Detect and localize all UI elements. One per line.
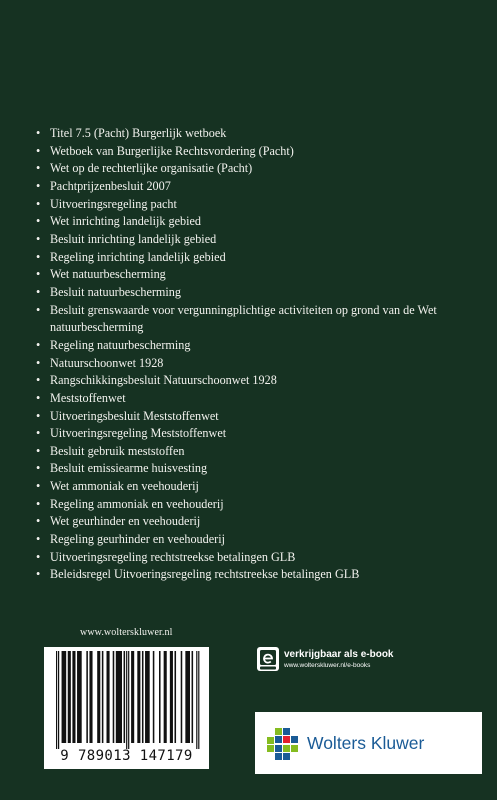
contents-item	[34, 566, 474, 584]
contents-item	[34, 284, 474, 302]
contents-item-label: Besluit gebruik meststoffen	[50, 443, 185, 458]
bullet-icon: •	[36, 390, 41, 405]
contents-item	[34, 266, 474, 284]
contents-list	[34, 125, 474, 584]
e-book-url: www.wolterskluwer.nl/e-books	[284, 662, 371, 669]
bullet-icon: •	[36, 443, 41, 458]
contents-item-label: Regeling inrichting landelijk gebied	[50, 249, 226, 264]
contents-item	[34, 249, 474, 267]
contents-item	[34, 478, 474, 496]
bullet-icon: •	[36, 426, 41, 441]
contents-item-label: Uitvoeringsbesluit Meststoffenwet	[50, 408, 219, 423]
contents-item-label: Rangschikkingsbesluit Natuurschoonwet 1928	[50, 373, 277, 388]
contents-item	[34, 178, 474, 196]
bullet-icon: •	[36, 337, 41, 352]
bullet-icon: •	[36, 231, 41, 246]
contents-item	[34, 337, 474, 355]
contents-item	[34, 160, 474, 178]
e-book-title: verkrijgbaar als e-book	[284, 649, 394, 660]
contents-item	[34, 302, 474, 337]
wolters-kluwer-logo-icon	[267, 728, 299, 760]
bullet-icon: •	[36, 549, 41, 564]
contents-item-label: Regeling natuurbescherming	[50, 337, 191, 352]
contents-item-label: Besluit emissiearme huisvesting	[50, 461, 208, 476]
contents-item-label: Wet natuurbescherming	[50, 267, 166, 282]
contents-item	[34, 372, 474, 390]
contents-item-label: Beleidsregel Uitvoeringsregeling rechtstreekse betalingen GLB	[50, 567, 360, 582]
bullet-icon: •	[36, 479, 41, 494]
contents-item-label: Besluit inrichting landelijk gebied	[50, 231, 217, 246]
contents-item-label: Besluit natuurbescherming	[50, 284, 181, 299]
contents-item-label: Wet op de rechterlijke organisatie (Pacht)	[50, 161, 253, 176]
contents-item	[34, 355, 474, 373]
contents-item-label: Natuurschoonwet 1928	[50, 355, 164, 370]
contents-item	[34, 125, 474, 143]
bullet-icon: •	[36, 532, 41, 547]
contents-item	[34, 143, 474, 161]
contents-item	[34, 425, 474, 443]
bullet-icon: •	[36, 214, 41, 229]
bullet-icon: •	[36, 161, 41, 176]
bullet-icon: •	[36, 196, 41, 211]
contents-item	[34, 213, 474, 231]
contents-item	[34, 496, 474, 514]
bullet-icon: •	[36, 496, 41, 511]
contents-item-label: Wet ammoniak en veehouderij	[50, 479, 199, 494]
contents-item-label: Regeling ammoniak en veehouderij	[50, 496, 224, 511]
bullet-icon: •	[36, 373, 41, 388]
bullet-icon: •	[36, 178, 41, 193]
contents-item-label: Uitvoeringsregeling pacht	[50, 196, 177, 211]
bullet-icon: •	[36, 461, 41, 476]
contents-item-label: Uitvoeringsregeling rechtstreekse betalingen GLB	[50, 549, 296, 564]
contents-item	[34, 231, 474, 249]
bullet-icon: •	[36, 408, 41, 423]
bullet-icon: •	[36, 302, 41, 317]
contents-item	[34, 549, 474, 567]
publisher-name: Wolters Kluwer	[307, 733, 425, 753]
contents-item-label: Wetboek van Burgerlijke Rechtsvordering (Pacht)	[50, 143, 294, 158]
contents-item-label: Meststoffenwet	[50, 390, 126, 405]
contents-item	[34, 531, 474, 549]
bullet-icon: •	[36, 249, 41, 264]
bullet-icon: •	[36, 126, 41, 140]
contents-item-label: Uitvoeringsregeling Meststoffenwet	[50, 426, 227, 441]
contents-item	[34, 390, 474, 408]
isbn-barcode	[44, 647, 209, 769]
publisher-logo-box	[255, 712, 482, 774]
contents-item-label: Titel 7.5 (Pacht) Burgerlijk wetboek	[50, 126, 227, 140]
contents-item	[34, 460, 474, 478]
bullet-icon: •	[36, 267, 41, 282]
bullet-icon: •	[36, 355, 41, 370]
publisher-website: www.wolterskluwer.nl	[80, 627, 173, 638]
contents-item	[34, 408, 474, 426]
contents-item-label: Pachtprijzenbesluit 2007	[50, 178, 171, 193]
bullet-icon: •	[36, 284, 41, 299]
e-book-icon	[256, 646, 280, 672]
bullet-icon: •	[36, 514, 41, 529]
contents-item-label: Wet geurhinder en veehouderij	[50, 514, 201, 529]
barcode-digits: 9 789013 147179	[60, 748, 193, 764]
contents-item	[34, 443, 474, 461]
contents-item	[34, 196, 474, 214]
contents-item-label: Regeling geurhinder en veehouderij	[50, 532, 225, 547]
contents-item	[34, 513, 474, 531]
bullet-icon: •	[36, 567, 41, 582]
bullet-icon: •	[36, 143, 41, 158]
contents-item-label: Besluit grenswaarde voor vergunningplichtige activiteiten op grond van de Wet natuurbescherming	[50, 302, 437, 335]
contents-item-label: Wet inrichting landelijk gebied	[50, 214, 201, 229]
